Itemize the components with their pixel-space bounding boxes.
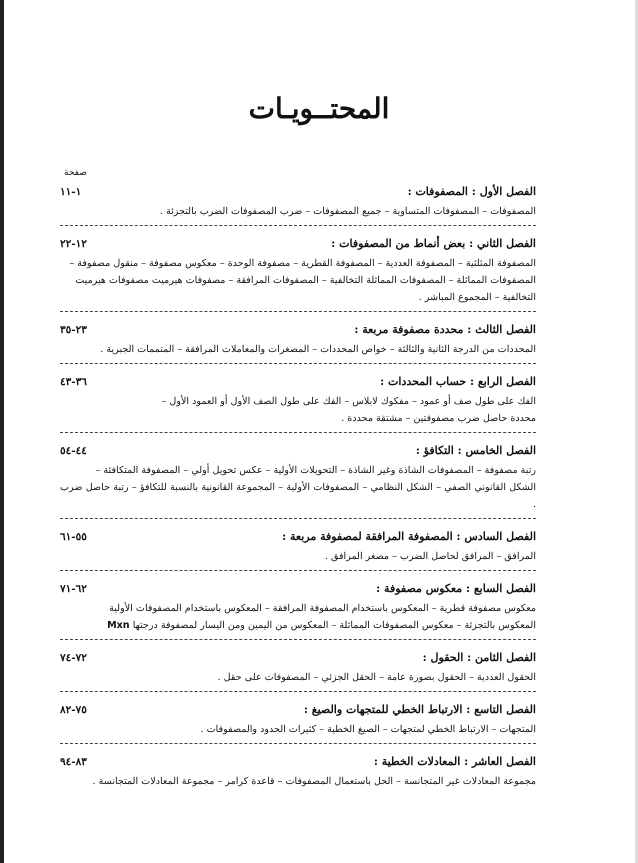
chapter-line: المصفوفة المثلثية – المصفوفة العددية – المصفوفة القطرية – مصفوفة الوحدة – معكوس مصفوفة – منقول مصفوفة –	[69, 258, 536, 269]
chapter-pages: ٧٥-٨٢	[60, 704, 87, 716]
chapter-heading: الفصل الثالث : محددة مصفوفة مربعة :	[354, 323, 536, 336]
chapter-line	[60, 617, 536, 634]
page-column-label: صفحة	[64, 168, 87, 178]
chapter-pages: ٤٤-٥٤	[60, 445, 87, 457]
chapter-pages: ٥٥-٦١	[60, 531, 87, 543]
chapter-heading: الفصل الثامن : الحقول :	[422, 651, 536, 664]
chapter-pages: ٨٣-٩٤	[60, 756, 87, 768]
chapter-8	[60, 644, 536, 696]
page-title: المحتــويـات	[248, 92, 390, 125]
divider	[60, 432, 536, 433]
divider	[60, 518, 536, 519]
chapter-line-text: المعكوس بالتجزئة – معكوس المصفوفات المماثلة – المعكوس من اليمين ومن اليسار لمصفوفة درجتها	[132, 620, 536, 631]
divider	[60, 225, 536, 226]
chapter-1	[60, 178, 536, 230]
chapter-line: المصفوفات – المصفوفات المتساوية – جميع المصفوفات – ضرب المصفوفات الضرب بالتجزئة .	[159, 206, 536, 217]
chapter-2	[60, 230, 536, 316]
chapter-line: التخالفية – المجموع المباشر .	[418, 292, 536, 303]
chapter-heading: الفصل الثاني : بعض أنماط من المصفوفات :	[331, 237, 536, 250]
divider	[60, 570, 536, 571]
chapter-line: الفك على طول صف أو عمود – مفكوك لابلاس – الفك على طول الصف الأول أو العمود الأول –	[161, 396, 536, 407]
chapter-line: الشكل القانوني الصفي – الشكل النظامي – المصفوفات الأولية – المجموعة القانونية بالنسبة للتكافؤ – رتبة حاصل ضرب .	[60, 482, 536, 510]
order-symbol: Mxn	[107, 620, 130, 631]
chapter-heading: الفصل التاسع : الارتباط الخطي للمتجهات والصيغ :	[303, 703, 536, 716]
chapter-heading: الفصل السابع : معكوس مصفوفة :	[376, 582, 536, 595]
chapter-heading: الفصل العاشر : المعادلات الخطية :	[373, 755, 536, 768]
chapter-line: المتجهات – الارتباط الخطي لمتجهات – الصيغ الخطية – كثيرات الحدود والمصفوفات .	[200, 724, 536, 735]
chapter-pages: ٦٢-٧١	[60, 583, 87, 595]
chapter-pages: ٢٣-٣٥	[60, 324, 87, 336]
chapter-line: مجموعة المعادلات غير المتجانسة – الحل باستعمال المصفوفات – قاعدة كرامر – مجموعة المعادلات المتجانسة .	[92, 776, 536, 787]
chapter-pages: ١٢-٢٢	[60, 238, 87, 250]
chapter-5	[60, 437, 536, 523]
chapter-line: محددة حاصل ضرب مصفوفتين – مشتقة محددة .	[341, 413, 536, 424]
divider	[60, 691, 536, 692]
chapter-3	[60, 316, 536, 368]
chapter-line: معكوس مصفوفة قطرية – المعكوس باستخدام المصفوفة المرافقة – المعكوس باستخدام المصفوفات الأولية	[109, 603, 536, 614]
table-of-contents	[60, 178, 536, 794]
divider	[60, 363, 536, 364]
chapter-pages: ١-١١	[60, 186, 82, 198]
chapter-heading: الفصل السادس : المصفوفة المرافقة لمصفوفة مربعة :	[282, 530, 536, 543]
chapter-heading: الفصل الأول : المصفوفات :	[407, 185, 536, 198]
chapter-4	[60, 368, 536, 437]
chapter-7	[60, 575, 536, 644]
chapter-6	[60, 523, 536, 575]
chapter-pages: ٣٦-٤٣	[60, 376, 87, 388]
chapter-9	[60, 696, 536, 748]
chapter-heading: الفصل الرابع : حساب المحددات :	[380, 375, 536, 388]
chapter-heading: الفصل الخامس : التكافؤ :	[415, 444, 536, 457]
chapter-line: الحقول العددية – الحقول بصورة عامة – الحقل الجزئي – المصفوفات على حقل .	[217, 672, 536, 683]
divider	[60, 639, 536, 640]
page-edge-left	[0, 0, 4, 863]
chapter-line: رتبة مصفوفة – المصفوفات الشاذة وغير الشاذة – التحويلات الأولية – عكس تحويل أولي – المصفوفة المتكافئة –	[95, 465, 536, 476]
chapter-line: المرافق – المرافق لحاصل الضرب – مصغر المرافق .	[324, 551, 536, 562]
divider	[60, 311, 536, 312]
chapter-10	[60, 748, 536, 794]
divider	[60, 743, 536, 744]
chapter-line: المحددات من الدرجة الثانية والثالثة – خواص المحددات – المصغرات والمعاملات المرافقة – المتممات الجبرية .	[100, 344, 536, 355]
chapter-pages: ٧٢-٧٤	[60, 652, 87, 664]
chapter-line: المصفوفات المماثلة – المصفوفات المماثلة التخالفية – المصفوفات المرافقة – مصفوفات هيرميت مصفوفات هيرميت	[75, 275, 536, 286]
